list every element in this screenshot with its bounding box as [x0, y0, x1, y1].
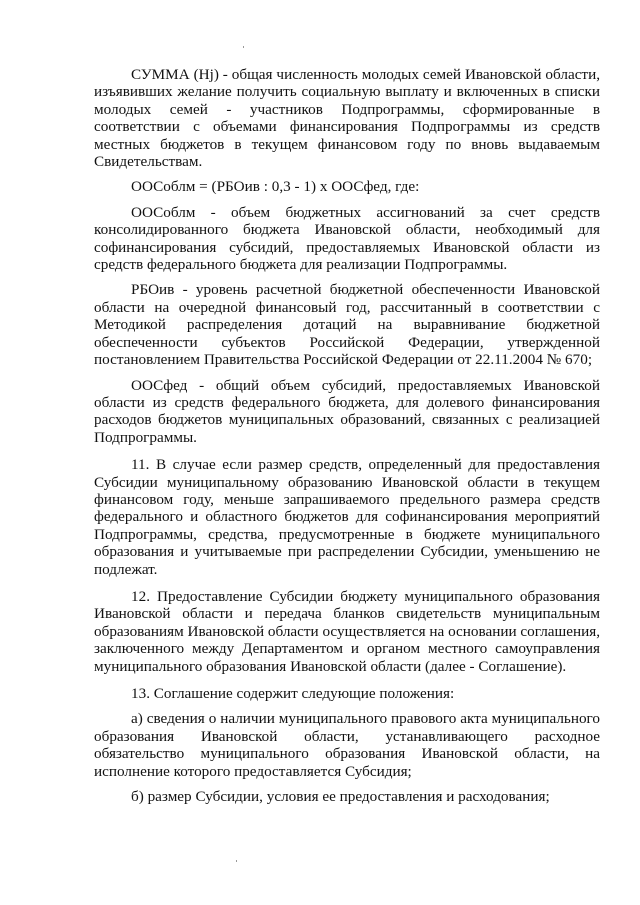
paragraph-summa: СУММА (Hj) - общая численность молодых семей Ивановской области, изъявивших желание получить социальную выплату и включенных в списки молодых семей - участников Подпрограммы, сформированные в соответствии с объемами финансирования Подпрограммы из средств местных бюджетов в текущем финансовом году по вновь выдаваемым Свидетельствам. [94, 66, 600, 171]
scan-speck [243, 46, 244, 48]
paragraph-subitem-b: б) размер Субсидии, условия ее предоставления и расходования; [131, 788, 550, 806]
paragraph-formula: ООСоблм = (РБОив : 0,3 - 1) х ООСфед, где: [131, 178, 420, 196]
paragraph-item-13: 13. Соглашение содержит следующие положения: [131, 685, 455, 702]
paragraph-oosoblm: ООСоблм - объем бюджетных ассигнований за счет средств консолидированного бюджета Ивановской области, необходимый для софинансирования субсидий, предоставляемых Ивановской области из средств федерального бюджета для реализации Подпрограммы. [94, 203, 600, 274]
paragraph-rboiv: РБОив - уровень расчетной бюджетной обеспеченности Ивановской области на очередной финансовый год, рассчитанный в соответствии с Методикой распределения дотаций на выравнивание бюджетной обеспеченности субъектов Российской Федерации, утвержденной постановлением Правительства Российской Федерации от 22.11.2004 № 670; [94, 281, 600, 369]
scan-speck [236, 860, 237, 862]
paragraph-item-11: 11. В случае если размер средств, определенный для предоставления Субсидии муниципальному образованию Ивановской области в текущем финансовом году, меньше запрашиваемого предельного размера средств федерального и областного бюджетов для софинансирования мероприятий Подпрограммы, средства, предусмотренные в бюджете муниципального образования и учитываемые при распределении Субсидии, уменьшению не подлежат. [94, 456, 600, 578]
paragraph-oosfed: ООСфед - общий объем субсидий, предоставляемых Ивановской области из средств федерального бюджета, для долевого финансирования расходов бюджетов муниципальных образований, связанных с реализацией Подпрограммы. [94, 376, 600, 446]
paragraph-subitem-a: а) сведения о наличии муниципального правового акта муниципального образования Ивановской области, устанавливающего расходное обязательство муниципального образования Ивановской области, на исполнение которого предоставляется Субсидия; [94, 710, 600, 780]
document-body [94, 66, 600, 813]
paragraph-item-12: 12. Предоставление Субсидии бюджету муниципального образования Ивановской области и передача бланков свидетельств муниципальным образованиям Ивановской области осуществляется на основании соглашения, заключенного между Департаментом и органом местного самоуправления муниципального образования Ивановской области (далее - Соглашение). [94, 587, 600, 675]
